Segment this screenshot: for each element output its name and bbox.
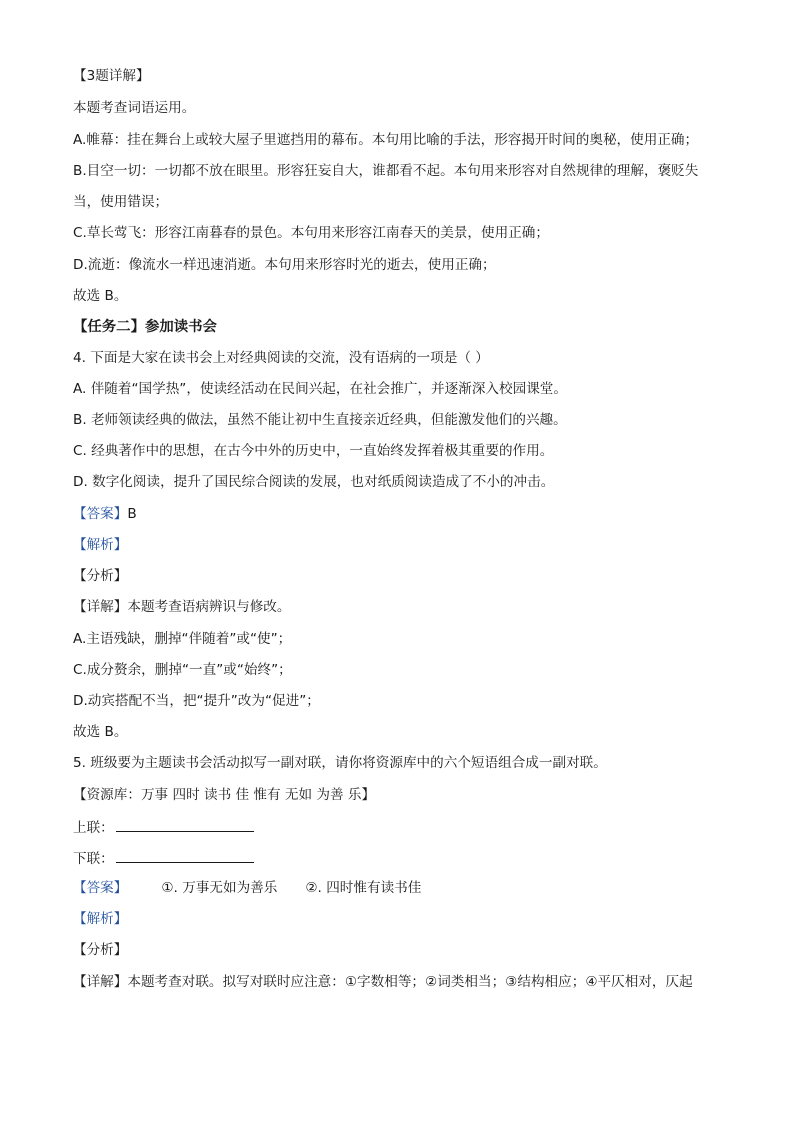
q5-answer1-num: ①. [161,880,178,896]
q3-option-b-line1: B.目空一切：一切都不放在眼里。形容狂妄自大，谁都看不起。本句用来形容对自然规律的理解，褒贬失 [73,163,699,179]
q4-option-c: C. 经典著作中的思想，在古今中外的历史中，一直始终发挥着极其重要的作用。 [73,443,554,459]
q4-explain-d: D.动宾搭配不当，把“提升”改为“促进”； [73,693,320,709]
q5-upper-couplet [73,817,754,837]
q5-answer2: 四时惟有读书佳 [326,880,422,896]
q4-answer-label: 【答案】 [73,506,128,522]
q5-answer [73,879,754,897]
q5-stem: 5. 班级要为主题读书会活动拟写一副对联，请你将资源库中的六个短语组合成一副对联。 [73,755,607,771]
q4-explain-c: C.成分赘余，删掉“一直”或“始终”； [73,662,292,678]
q4-explain-a: A.主语残缺，删掉“伴随着”或“使”； [73,631,292,647]
q4-choice: 故选 B。 [73,724,128,740]
q5-resource: 【资源库：万事 四时 读书 佳 惟有 无如 为善 乐】 [73,787,376,803]
q3-option-d: D.流逝：像流水一样迅速消逝。本句用来形容时光的逝去，使用正确； [73,257,496,273]
q4-option-a: A. 伴随着“国学热”，使读经活动在民间兴起，在社会推广，并逐渐深入校园课堂。 [73,381,567,397]
q5-detail-text: 本题考查对联。拟写对联时应注意：①字数相等；②词类相当；③结构相应；④平仄相对，仄起 [127,974,693,990]
q5-answer2-num: ②. [305,880,322,896]
q5-detail-label: 【详解】 [73,974,128,990]
q5-analysis-label: 【解析】 [73,911,128,927]
q4-fenxi: 【分析】 [73,568,128,584]
q5-detail [73,973,754,991]
q4-answer-value: B [127,506,137,522]
q3-header: 【3题详解】 [73,68,150,84]
q4-detail: 【详解】本题考查语病辨识与修改。 [73,599,291,615]
q3-option-c: C.草长莺飞：形容江南暮春的景色。本句用来形容江南春天的美景，使用正确； [73,225,549,241]
q5-answer-label: 【答案】 [73,880,128,896]
q4-analysis-label: 【解析】 [73,537,128,553]
q3-intro: 本题考查词语运用。 [73,100,196,116]
q3-choice: 故选 B。 [73,288,128,304]
q5-answer1: 万事无如为善乐 [182,880,278,896]
q3-option-a: A.帷幕：挂在舞台上或较大屋子里遮挡用的幕布。本句用比喻的手法，形容揭开时间的奥秘，使用正确； [73,132,699,148]
q5-fenxi: 【分析】 [73,942,128,958]
q3-option-b-line2: 当，使用错误； [73,194,169,210]
q5-lower-couplet [73,848,754,868]
q5-upper-blank[interactable] [116,817,254,832]
task2-title: 【任务二】参加读书会 [73,319,217,335]
q5-upper-label: 上联： [73,820,114,836]
q4-answer [73,505,754,523]
q4-option-b: B. 老师领读经典的做法，虽然不能让初中生直接亲近经典，但能激发他们的兴趣。 [73,412,567,428]
q5-lower-label: 下联： [73,851,114,867]
q4-option-d: D. 数字化阅读，提升了国民综合阅读的发展，也对纸质阅读造成了不小的冲击。 [73,474,555,490]
q5-lower-blank[interactable] [116,848,254,863]
q4-stem: 4. 下面是大家在读书会上对经典阅读的交流，没有语病的一项是（ ） [73,350,489,366]
